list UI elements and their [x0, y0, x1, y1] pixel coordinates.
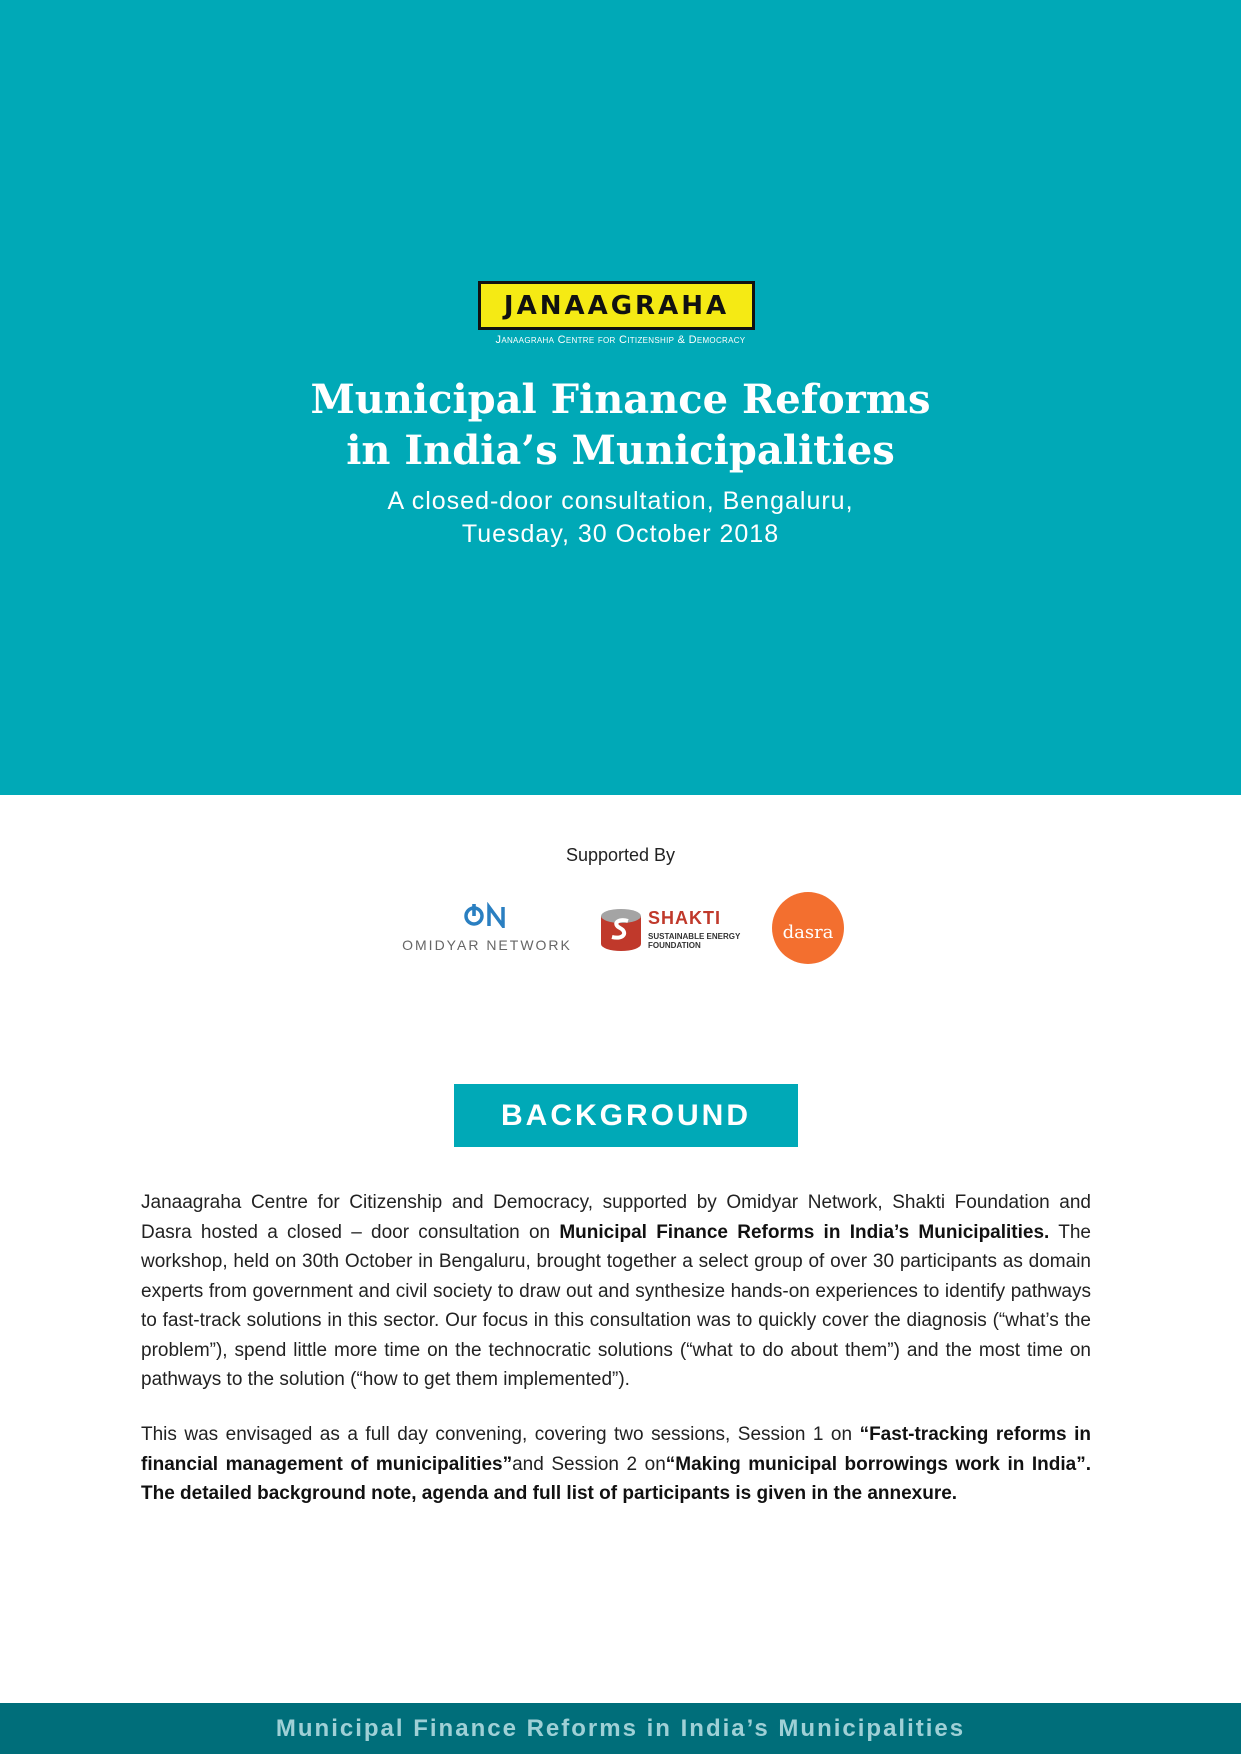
dasra-name: dasra: [782, 921, 834, 943]
shakti-foundation-logo: [600, 908, 750, 954]
shakti-sub-line-1: SUSTAINABLE ENERGY: [648, 932, 741, 941]
hero-banner: [0, 0, 1241, 795]
p2-text-bold-1: “Fast-tracking reforms in financial management of municipalities”: [141, 1424, 1092, 1475]
shakti-name: SHAKTI: [648, 908, 721, 928]
p1-text-a: Janaagraha Centre for Citizenship and Democracy, supported by Omidyar Network, Shakti Foundation and Dasra hosted a closed – door consultation on: [141, 1192, 1091, 1243]
subtitle-line-1: A closed-door consultation, Bengaluru,: [387, 487, 854, 515]
dasra-logo: [772, 892, 844, 964]
supported-by-label: Supported By: [565, 845, 676, 865]
page-subtitle: [0, 485, 1241, 551]
shakti-subtitle: [648, 932, 740, 950]
shakti-s-icon: [600, 908, 642, 952]
footer-text: Municipal Finance Reforms in India’s Municipalities: [275, 1714, 966, 1742]
title-line-1: Municipal Finance Reforms: [310, 376, 931, 423]
page-footer: [0, 1703, 1241, 1754]
p1-text-c: The workshop, held on 30th October in Bengaluru, brought together a select group of over 30 participants as domain experts from government and civil society to draw out and synthesize hands-on experiences to identify pathways to fast-track solutions in this sector. Our focus in this consultation was to quickly cover the diagnosis (“what’s the problem”), spend little more time on the technocratic solutions (“what to do about them”) and the most time on pathways to the solution (“how to get them implemented”).: [141, 1221, 1091, 1390]
omidyar-network-logo: [392, 902, 582, 953]
background-paragraph-2: [141, 1420, 1091, 1509]
subtitle-line-2: Tuesday, 30 October 2018: [461, 520, 780, 548]
logo-tagline: Janaagraha Centre for Citizenship & Democracy: [495, 334, 746, 346]
p2-text-c: and Session 2 on: [512, 1453, 666, 1475]
shakti-sub-line-2: FOUNDATION: [648, 941, 701, 950]
background-heading-text: BACKGROUND: [501, 1098, 751, 1132]
background-heading: [454, 1084, 798, 1147]
janaagraha-logo: [478, 281, 755, 330]
p2-text-a: This was envisaged as a full day convening, covering two sessions, Session 1 on: [141, 1424, 860, 1445]
background-paragraph-1: [141, 1188, 1091, 1395]
p2-text-bold-2: “Making municipal borrowings work in India”. The detailed background note, agenda and full list of participants is given in the annexure.: [141, 1453, 1091, 1504]
omidyar-network-name: OMIDYAR NETWORK: [402, 937, 572, 953]
sponsor-logos: [390, 890, 850, 965]
page-title: [0, 374, 1241, 476]
p1-text-bold: Municipal Finance Reforms in India’s Municipalities.: [559, 1221, 1050, 1243]
title-line-2: in India’s Municipalities: [346, 427, 895, 474]
power-icon: [392, 902, 582, 935]
logo-wordmark: JANAAGRAHA: [503, 290, 730, 321]
